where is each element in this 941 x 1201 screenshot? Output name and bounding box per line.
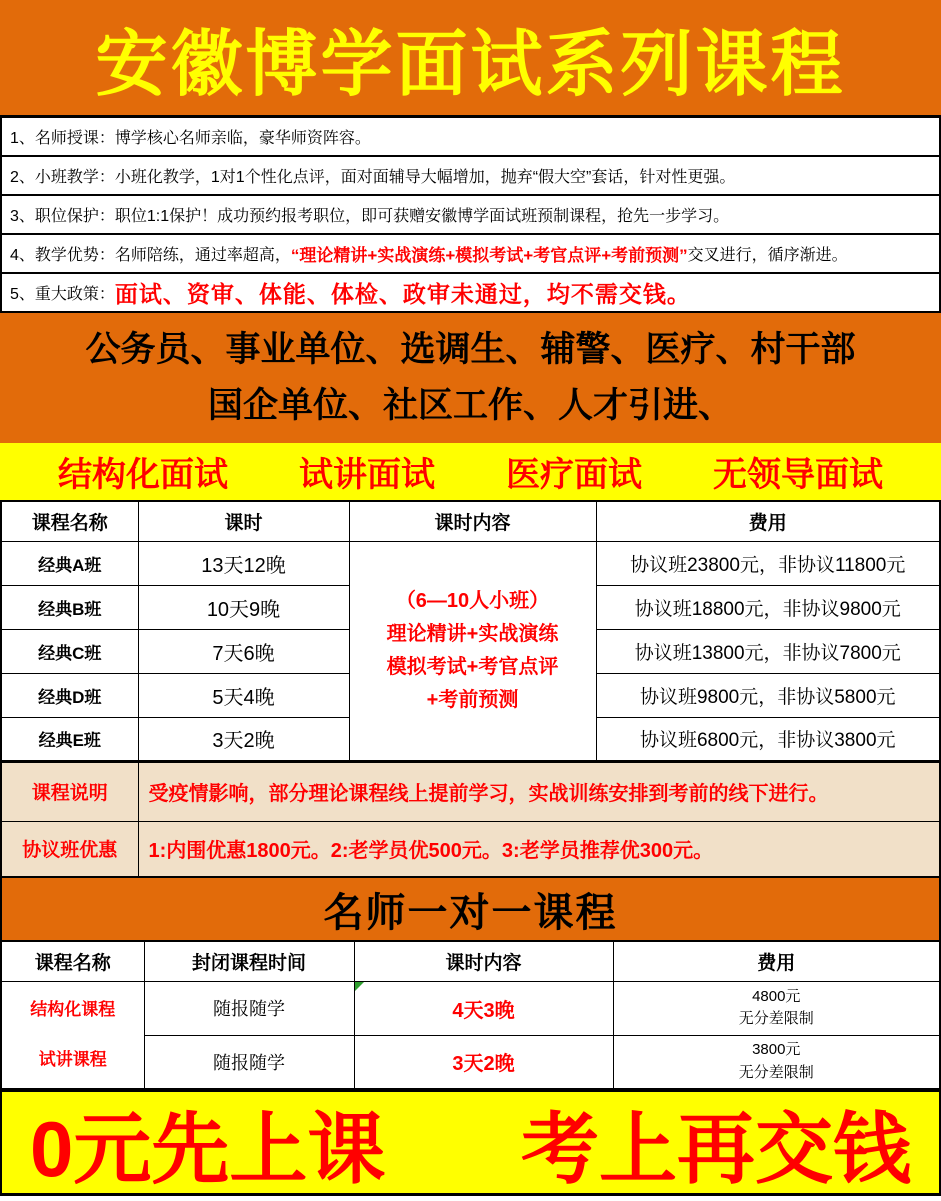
- feature-text: 3、职位保护：职位1:1保护！成功预约报考职位，即可获赠安徽博学面试班预制课程，抢先一步学习。: [10, 208, 730, 225]
- feature-item: [2, 118, 939, 157]
- course-hours-cell: 3天2晚: [138, 717, 349, 761]
- course-name-cell: 经典B班: [1, 585, 138, 629]
- title-banner: [0, 0, 941, 118]
- one-on-one-table: [0, 940, 941, 1090]
- feature-highlight-text: 面试、资审、体能、体检、政审未通过，均不需交钱。: [114, 281, 691, 308]
- note-row: [1, 761, 940, 821]
- course-hours-cell: 5天4晚: [138, 673, 349, 717]
- footer-slogan-left: 0元先上课: [30, 1104, 386, 1193]
- schedule-cell: 随报随学: [144, 1035, 354, 1089]
- course-name-cell: 经典C班: [1, 629, 138, 673]
- note-row: [1, 821, 940, 877]
- content-line: +考前预测: [426, 688, 519, 711]
- note-label: 协议班优惠: [1, 821, 138, 877]
- feature-text: 4、教学优势：名师陪练，通过率超高，: [10, 247, 291, 264]
- course-hours-cell: 13天12晚: [138, 541, 349, 585]
- course-fee-cell: 协议班23800元，非协议11800元: [596, 541, 940, 585]
- course-hours-cell: 10天9晚: [138, 585, 349, 629]
- duration-text: 3天2晚: [452, 1053, 515, 1076]
- course-content-cell: [349, 541, 596, 761]
- interview-type-label: 试讲面试: [299, 456, 435, 494]
- column-header: 课程名称: [1, 941, 144, 981]
- feature-text: 5、重大政策：: [10, 286, 115, 303]
- duration-cell: [354, 981, 613, 1035]
- fee-amount: 4800元: [752, 987, 801, 1005]
- interview-type-label: 结构化面试: [58, 456, 228, 494]
- content-line: 模拟考试+考官点评: [386, 655, 559, 678]
- feature-text: 交叉进行，循序渐进。: [687, 247, 848, 264]
- fee-cell: [613, 981, 940, 1035]
- course-fee-table: [0, 500, 941, 878]
- interview-type-label: 无领导面试: [713, 456, 883, 494]
- fee-cell: [613, 1035, 940, 1089]
- column-header: 费用: [613, 941, 940, 981]
- feature-text: 2、小班教学：小班化教学，1对1个性化点评，面对面辅导大幅增加，抛弃“假大空”套话，针对性更强。: [10, 169, 736, 186]
- fee-condition: 无分差限制: [738, 1063, 814, 1081]
- course-name: 结构化课程: [30, 1000, 116, 1020]
- table-row: [1, 541, 940, 585]
- feature-item: [2, 274, 939, 313]
- course-name-cell: [1, 981, 144, 1089]
- course-fee-cell: 协议班13800元，非协议7800元: [596, 629, 940, 673]
- course-name-cell: 经典A班: [1, 541, 138, 585]
- table-row: [1, 981, 940, 1035]
- footer-slogan-banner: [0, 1090, 941, 1196]
- feature-item: [2, 235, 939, 274]
- footer-slogan-right: 考上再交钱: [520, 1104, 911, 1193]
- note-text: 1:内围优惠1800元。2:老学员优500元。3:老学员推荐优300元。: [138, 821, 940, 877]
- course-name-cell: 经典E班: [1, 717, 138, 761]
- column-header: 课时: [138, 501, 349, 541]
- audience-line: 国企单位、社区工作、人才引进、: [207, 386, 733, 425]
- column-header: 课程名称: [1, 501, 138, 541]
- column-header: 课时内容: [349, 501, 596, 541]
- one-on-one-title: 名师一对一课程: [323, 890, 618, 935]
- note-text: 受疫情影响，部分理论课程线上提前学习，实战训练安排到考前的线下进行。: [138, 761, 940, 821]
- poster-title: 安徽博学面试系列课程: [95, 20, 846, 106]
- column-header: 课时内容: [354, 941, 613, 981]
- course-name: 试讲课程: [38, 1049, 107, 1069]
- course-fee-cell: 协议班6800元，非协议3800元: [596, 717, 940, 761]
- note-label: 课程说明: [1, 761, 138, 821]
- one-on-one-banner: [0, 878, 941, 940]
- fee-condition: 无分差限制: [738, 1010, 814, 1027]
- feature-item: [2, 196, 939, 235]
- audience-line: 公务员、事业单位、选调生、辅警、医疗、村干部: [85, 330, 856, 369]
- audience-section: [0, 313, 941, 443]
- feature-text: 1、名师授课：博学核心名师亲临，豪华师资阵容。: [10, 130, 371, 147]
- course-fee-cell: 协议班9800元，非协议5800元: [596, 673, 940, 717]
- duration-cell: [354, 1035, 613, 1089]
- column-header: 封闭课程时间: [144, 941, 354, 981]
- table-header-row: [1, 501, 940, 541]
- table-header-row: [1, 941, 940, 981]
- feature-list: [0, 118, 941, 313]
- course-fee-cell: 协议班18800元，非协议9800元: [596, 585, 940, 629]
- content-line: （6—10人小班）: [395, 589, 550, 612]
- fee-amount: 3800元: [752, 1041, 801, 1059]
- cell-corner-marker-icon: [355, 982, 364, 991]
- course-name-cell: 经典D班: [1, 673, 138, 717]
- course-hours-cell: 7天6晚: [138, 629, 349, 673]
- feature-item: [2, 157, 939, 196]
- schedule-cell: 随报随学: [144, 981, 354, 1035]
- column-header: 费用: [596, 501, 940, 541]
- feature-highlight-text: “理论精讲+实战演练+模拟考试+考官点评+考前预测”: [290, 246, 688, 265]
- content-line: 理论精讲+实战演练: [386, 622, 559, 645]
- interview-type-label: 医疗面试: [506, 456, 642, 494]
- interview-types-bar: [0, 443, 941, 500]
- duration-text: 4天3晚: [452, 999, 515, 1022]
